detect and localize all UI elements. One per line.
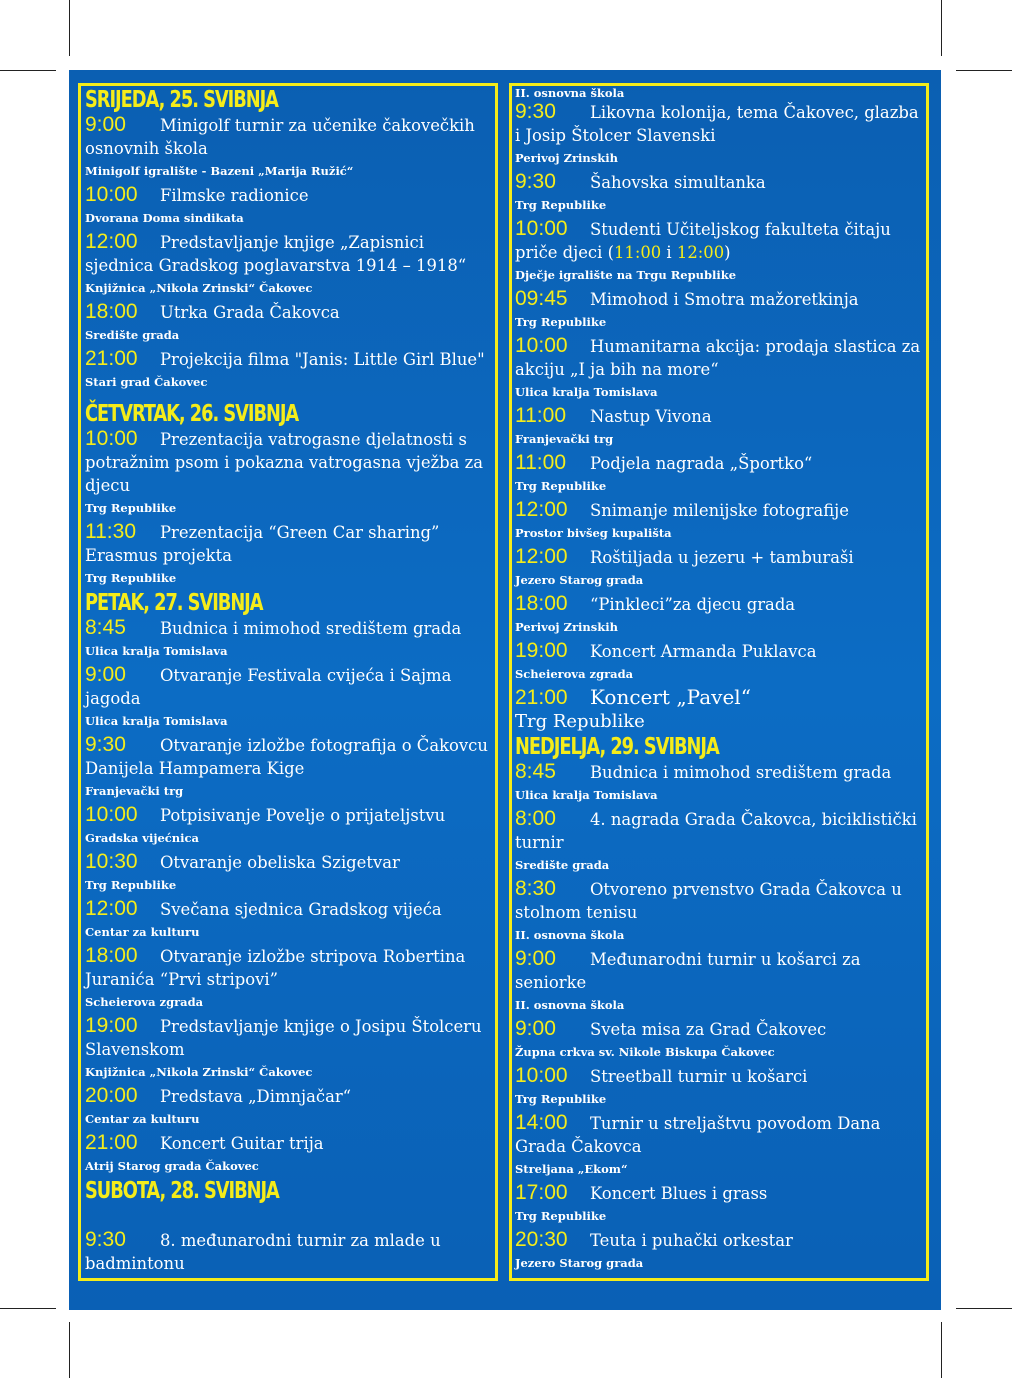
event-time: 10:00 [85,427,138,450]
event-location: Franjevački trg [515,432,614,446]
event-location: Ulica kralja Tomislava [85,644,228,658]
event-time: 14:00 [515,1111,568,1134]
event-location: Scheierova zgrada [85,995,204,1009]
event-title: Potpisivanje Povelje o prijateljstvu [160,806,446,825]
event-title: Humanitarna akcija: prodaja slastica za akciju „I ja bih na more“ [515,337,921,379]
event-time: 8:45 [85,616,126,639]
event-title: Koncert Armanda Puklavca [590,642,817,661]
event-title-part: Studenti Učiteljskog fakulteta čitaju priče djeci ( [515,220,891,262]
event [85,300,491,324]
event-location: Centar za kulturu [85,1112,200,1126]
event-time: 10:00 [85,183,138,206]
event [85,616,491,640]
program-panel [69,70,941,1310]
event-title: Teuta i puhački orkestar [590,1231,793,1250]
event [85,944,491,991]
event-location: II. osnovna škola [515,928,625,942]
event-location: Trg Republike [85,878,177,892]
event-time: 09:45 [515,287,568,310]
event-title: Predstavljanje knjige „Zapisnici sjednica Gradskog poglavarstva 1914 – 1918“ [85,233,467,275]
event [85,183,491,207]
event-title: Otvaranje izložbe fotografija o Čakovcu Danijela Hampamera Kige [85,736,488,778]
day-heading: ČETVRTAK, 26. SVIBNJA [85,401,299,427]
event [85,347,491,371]
crop-mark [956,70,1012,71]
event-time: 8:30 [515,877,556,900]
event-time: 9:30 [515,100,556,123]
event-location: Franjevački trg [85,784,184,798]
event [515,877,924,924]
event-title: Svečana sjednica Gradskog vijeća [160,900,442,919]
event [85,850,491,874]
event-title: Koncert Blues i grass [590,1184,768,1203]
event-time: 9:00 [515,1017,556,1040]
event-location: Prostor bivšeg kupališta [515,526,672,540]
crop-mark [956,1308,1012,1309]
event-time: 12:00 [85,897,138,920]
program-column-left [78,83,498,1281]
crop-mark [941,1322,942,1378]
event-time: 9:00 [85,663,126,686]
event [515,545,924,569]
event [85,1131,491,1155]
event-time: 20:00 [85,1084,138,1107]
event [515,760,924,784]
event [515,1181,924,1205]
event [515,1017,924,1041]
event-location: Dječje igralište na Trgu Republike [515,268,737,282]
event-title: Prezentacija vatrogasne djelatnosti s potražnim psom i pokazna vatrogasna vježba za djecu [85,430,484,495]
event-title: 8. međunarodni turnir za mlade u badmintonu [85,1231,441,1273]
event-time: 9:00 [85,113,126,136]
event-title: 4. nagrada Grada Čakovca, biciklistički turnir [515,810,917,852]
event-location: Minigolf igralište - Bazeni „Marija Ružić“ [85,164,354,178]
event-title: Otvaranje obeliska Szigetvar [160,853,400,872]
event-title: Budnica i mimohod središtem grada [160,619,462,638]
event-location: Središte grada [515,858,610,872]
event-location: Gradska vijećnica [85,831,199,845]
crop-mark [0,70,56,71]
event-title: Turnir u streljaštvu povodom Dana Grada Čakovca [515,1114,881,1156]
event-location: Centar za kulturu [85,925,200,939]
event-title: Koncert Guitar trija [160,1134,324,1153]
event-title: Otvaranje izložbe stripova Robertina Juranića “Prvi stripovi” [85,947,466,989]
event-title: Likovna kolonija, tema Čakovec, glazba i Josip Štolcer Slavenski [515,103,919,145]
event-time: 12:00 [515,545,568,568]
event-time: 9:30 [515,170,556,193]
event-location: Trg Republike [515,198,607,212]
event-time: 11:00 [515,451,566,474]
event-location: Scheierova zgrada [515,667,634,681]
event-time: 9:00 [515,947,556,970]
event-title: Prezentacija “Green Car sharing” Erasmus projekta [85,523,440,565]
event-time: 21:00 [85,347,138,370]
event-location: Perivoj Zrinskih [515,620,618,634]
event-time: 9:30 [85,1228,126,1251]
event-location: Trg Republike [85,501,177,515]
event-title: Predstava „Dimnjačar“ [160,1087,352,1106]
event [515,287,924,311]
event-location: Trg Republike [515,479,607,493]
event [515,170,924,194]
event-time-inline: 11:00 [613,243,662,262]
event-time: 21:00 [85,1131,138,1154]
event [85,1014,491,1061]
crop-mark [0,1308,56,1309]
event-time: 20:30 [515,1228,568,1251]
crop-mark [69,1322,70,1378]
event-location: Ulica kralja Tomislava [515,788,658,802]
event-title: “Pinkleci”za djecu grada [590,595,796,614]
event-title: Međunarodni turnir u košarci za seniorke [515,950,861,992]
program-column-right [509,83,929,1281]
event-time: 19:00 [85,1014,138,1037]
event [85,803,491,827]
event [515,1228,924,1252]
event [515,100,924,147]
event-title: Otvaranje Festivala cvijeća i Sajma jagoda [85,666,452,708]
event [515,947,924,994]
event-location: Streljana „Ekom“ [515,1162,628,1176]
event-time: 17:00 [515,1181,568,1204]
event-time: 12:00 [515,498,568,521]
crop-mark [69,0,70,56]
event-title: Nastup Vivona [590,407,712,426]
event-time: 18:00 [85,300,138,323]
event-time: 11:00 [515,404,566,427]
day-heading: SRIJEDA, 25. SVIBNJA [85,87,278,113]
event-time: 8:00 [515,807,556,830]
event-location: Središte grada [85,328,180,342]
event [515,498,924,522]
event-title: Budnica i mimohod središtem grada [590,763,892,782]
event-title: Otvoreno prvenstvo Grada Čakovca u stolnom tenisu [515,880,902,922]
event [515,807,924,854]
event-title: Roštiljada u jezeru + tamburaši [590,548,854,567]
event-title: Podjela nagrada „Športko“ [590,454,813,473]
event-title: Snimanje milenijske fotografije [590,501,849,520]
day-heading: SUBOTA, 28. SVIBNJA [85,1178,279,1204]
event-title: Šahovska simultanka [590,173,766,192]
event [515,334,924,381]
event [515,451,924,475]
event-time: 11:30 [85,520,136,543]
event-time: 19:00 [515,639,568,662]
event-location: Atrij Starog grada Čakovec [85,1159,259,1173]
day-heading: PETAK, 27. SVIBNJA [85,590,263,616]
event-location: Stari grad Čakovec [85,375,208,389]
event-location: Knjižnica „Nikola Zrinski“ Čakovec [85,1065,313,1079]
event-location: Trg Republike [515,1209,607,1223]
event-time: 10:00 [515,1064,568,1087]
event-location: Ulica kralja Tomislava [515,385,658,399]
event [515,592,924,616]
crop-mark [941,0,942,56]
event [515,1064,924,1088]
event [515,1111,924,1158]
event [515,639,924,663]
event-location: II. osnovna škola [515,998,625,1012]
event-location: Župna crkva sv. Nikole Biskupa Čakovec [515,1045,775,1059]
event-title: Filmske radionice [160,186,309,205]
event-title-part: i [661,243,677,262]
event-title: Predstavljanje knjige o Josipu Štolceru Slavenskom [85,1017,482,1059]
event [85,230,491,277]
event [85,733,491,780]
event-location: Jezero Starog grada [515,1256,644,1270]
event-time: 9:30 [85,733,126,756]
event [515,404,924,428]
event [85,1084,491,1108]
event-location: Jezero Starog grada [515,573,644,587]
event-location: Knjižnica „Nikola Zrinski“ Čakovec [85,281,313,295]
event-title: Sveta misa za Grad Čakovec [590,1020,827,1039]
event-location: Trg Republike [515,1092,607,1106]
event [85,520,491,567]
event-time: 10:00 [85,803,138,826]
event-location: Trg Republike [515,711,645,732]
event [85,427,491,497]
event-title: Utrka Grada Čakovca [160,303,340,322]
event-time-inline: 12:00 [676,243,725,262]
event-title: Streetball turnir u košarci [590,1067,808,1086]
event-time: 18:00 [515,592,568,615]
event-title: Mimohod i Smotra mažoretkinja [590,290,859,309]
event [515,217,924,264]
event-location: II. osnovna škola [515,86,625,100]
event [85,1228,491,1275]
event [85,113,491,160]
event-location: Perivoj Zrinskih [515,151,618,165]
event-location: Trg Republike [515,315,607,329]
event [85,663,491,710]
event-title-part: ) [724,243,731,262]
event-location: Ulica kralja Tomislava [85,714,228,728]
event-title: Koncert „Pavel“ [590,685,751,709]
event-time: 21:00 [515,686,568,709]
event [85,897,491,921]
event-time: 10:30 [85,850,138,873]
event-location: Trg Republike [85,571,177,585]
event-time: 12:00 [85,230,138,253]
event-location: Dvorana Doma sindikata [85,211,244,225]
event-title: Projekcija filma "Janis: Little Girl Blue" [160,350,485,369]
event-time: 18:00 [85,944,138,967]
event-time: 10:00 [515,334,568,357]
featured-event [515,686,924,710]
day-heading: NEDJELJA, 29. SVIBNJA [515,734,719,760]
event-title: Minigolf turnir za učenike čakovečkih osnovnih škola [85,116,475,158]
event-time: 10:00 [515,217,568,240]
event-time: 8:45 [515,760,556,783]
